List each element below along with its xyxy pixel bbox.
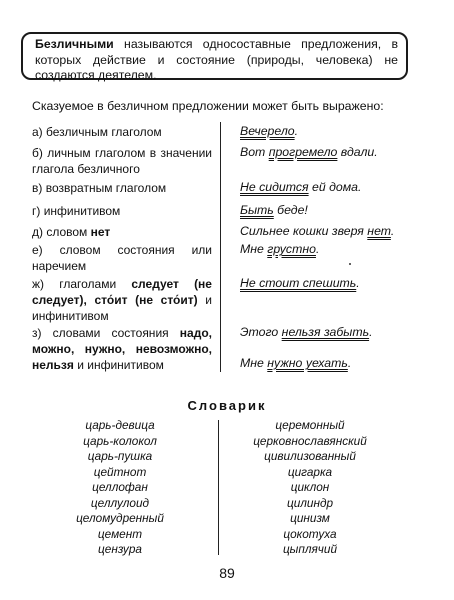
predicate: нужно уехать: [267, 356, 348, 370]
predicate: Не сидится: [240, 180, 309, 194]
row-label: в) возвратным глаголом: [32, 181, 167, 195]
row-example: Сильнее кошки зверя нет.: [240, 224, 395, 238]
dictionary-word: цензура: [98, 542, 142, 556]
dictionary-title: Словарик: [187, 398, 267, 413]
dictionary-word: цигарка: [287, 464, 333, 479]
row-label: д) словом нет: [32, 225, 111, 239]
dictionary-word: целлофан: [92, 480, 148, 494]
row-example: Быть беде!: [240, 203, 308, 217]
dictionary-word: церковнославянский: [253, 433, 367, 448]
dictionary-word: царь-девица: [85, 418, 155, 432]
definition-term: Безличными: [35, 37, 114, 51]
dictionary-word: цыплячий: [282, 542, 338, 556]
row-label: з) словами состояния надо, можно, нужно, невозможно, нельзя и инфинитивом: [32, 326, 212, 372]
row-label: а) безличным глаголом: [32, 125, 162, 139]
predicate: Вечерело: [240, 124, 295, 138]
dictionary-word: цейтнот: [93, 464, 147, 479]
row-example: Мне грустно.: [240, 242, 320, 256]
dictionary-word: цилиндр: [286, 495, 334, 510]
predicate: прогремело: [268, 145, 338, 159]
page-number: 89: [219, 565, 235, 581]
row-label: е) словом состояния или наречием: [32, 243, 212, 273]
row-example: Мне нужно уехать.: [240, 356, 352, 370]
section-intro: Сказуемое в безличном предложении может быть выражено:: [32, 99, 384, 113]
predicate: нет: [367, 224, 391, 238]
row-example: Не сидится ей дома.: [240, 180, 362, 194]
row-example: Вечерело.: [240, 124, 299, 138]
dictionary-word: царь-колокол: [83, 433, 157, 448]
dictionary-word: цокотуха: [283, 526, 337, 541]
predicate: Быть: [240, 203, 274, 217]
predicate: нельзя забыть: [281, 325, 370, 339]
predicate: Не стоит спешить: [240, 276, 357, 290]
dictionary-right-column: [230, 418, 390, 558]
row-label: ж) глаголами следует (не следует), сто́ит (не сто́ит) и инфинитивом: [32, 277, 212, 323]
dictionary-word: целлулоид: [90, 495, 150, 510]
row-example: Не стоит спешить.: [240, 276, 360, 290]
predicate: грустно: [267, 242, 316, 256]
dictionary-divider: [218, 420, 219, 555]
dictionary-word: цивилизованный: [264, 449, 356, 463]
row-label: г) инфинитивом: [32, 204, 121, 218]
table-divider: [220, 122, 221, 372]
definition-text: называются односоставные предложения, в которых действие и состояние (природы, человека) не создаются деятелем.: [35, 37, 398, 82]
dictionary-word: циклон: [290, 480, 330, 494]
dictionary-word: церемонный: [275, 418, 345, 432]
print-speck: [349, 263, 351, 265]
definition-box: [21, 32, 408, 80]
row-example: Этого нельзя забыть.: [240, 325, 373, 339]
dictionary-left-column: [45, 418, 195, 558]
row-label: б) личным глаголом в значении глагола безличного: [32, 146, 212, 176]
dictionary-word: цемент: [97, 526, 143, 541]
dictionary-word: царь-пушка: [87, 449, 153, 463]
dictionary-word: целомудренный: [76, 511, 164, 525]
row-example: Вот прогремело вдали.: [240, 145, 378, 159]
dictionary-word: цинизм: [290, 511, 330, 525]
